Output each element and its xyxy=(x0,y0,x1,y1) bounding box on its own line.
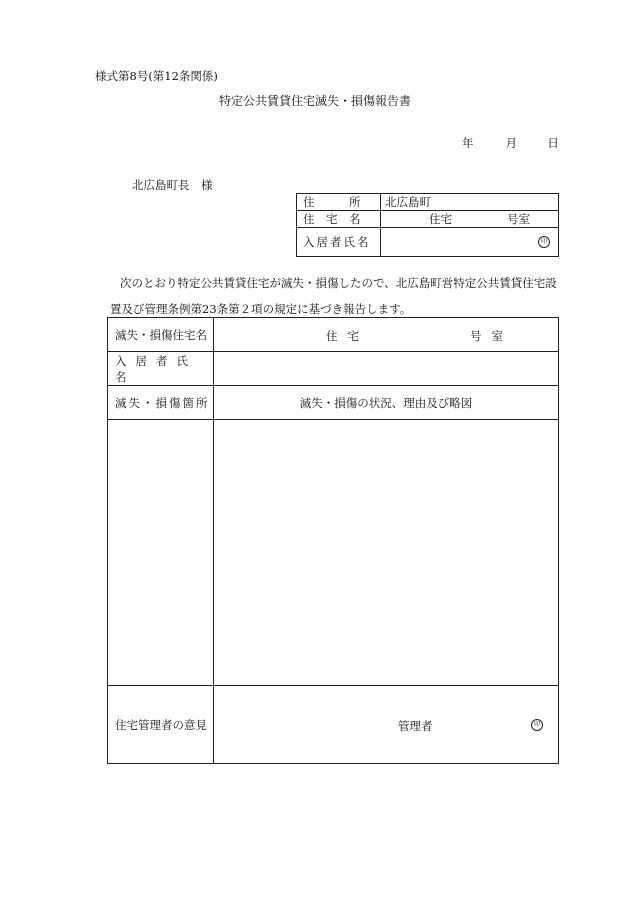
occupant-name-label: 入居者氏名 xyxy=(108,352,214,386)
address-field[interactable]: 北広島町 xyxy=(381,194,559,211)
manager-opinion-label: 住宅管理者の意見 xyxy=(108,686,214,764)
housing-unit-suffix: 住宅 xyxy=(429,212,452,226)
manager-opinion-field[interactable] xyxy=(214,686,559,764)
housing-name-field[interactable] xyxy=(381,211,559,228)
housing-room-suffix: 号室 xyxy=(507,212,530,226)
occupant-name-field[interactable] xyxy=(214,352,559,386)
resident-name-label: 入居者氏名 xyxy=(297,228,381,257)
date-year: 年 xyxy=(462,136,474,150)
resident-name-field[interactable] xyxy=(381,228,559,257)
document-title: 特定公共賃貸住宅滅失・損傷報告書 xyxy=(218,94,411,108)
date-line xyxy=(462,135,559,151)
statement-line-2: 置及び管理条例第23条第２項の規定に基づき報告します。 xyxy=(110,302,412,316)
damaged-housing-room: 号室 xyxy=(470,328,513,343)
date-day: 日 xyxy=(547,136,559,150)
damage-details-header: 滅失・損傷の状況、理由及び略図 xyxy=(214,386,559,420)
manager-label: 管理者 xyxy=(398,718,433,733)
damaged-housing-label: 滅失・損傷住宅名 xyxy=(108,318,214,352)
date-month: 月 xyxy=(505,136,518,150)
form-number: 様式第8号(第12条関係) xyxy=(95,69,218,83)
statement xyxy=(110,270,570,322)
statement-line-1: 次のとおり特定公共賃貸住宅が滅失・損傷したので、北広島町営特定公共賃貸住宅設 xyxy=(120,276,557,290)
addressee: 北広島町長 様 xyxy=(132,178,213,192)
damaged-location-field[interactable] xyxy=(108,420,214,686)
seal-icon: 印 xyxy=(538,236,550,248)
manager-seal-icon: 印 xyxy=(531,719,543,731)
damaged-location-label: 滅失・損傷箇所 xyxy=(108,386,214,420)
applicant-table xyxy=(296,193,559,257)
report-table xyxy=(107,317,559,764)
damage-details-field[interactable] xyxy=(214,420,559,686)
address-label: 住 所 xyxy=(297,194,381,211)
damaged-housing-field[interactable] xyxy=(214,318,559,352)
housing-name-label: 住 宅 名 xyxy=(297,211,381,228)
damaged-housing-unit: 住宅 xyxy=(326,328,369,343)
